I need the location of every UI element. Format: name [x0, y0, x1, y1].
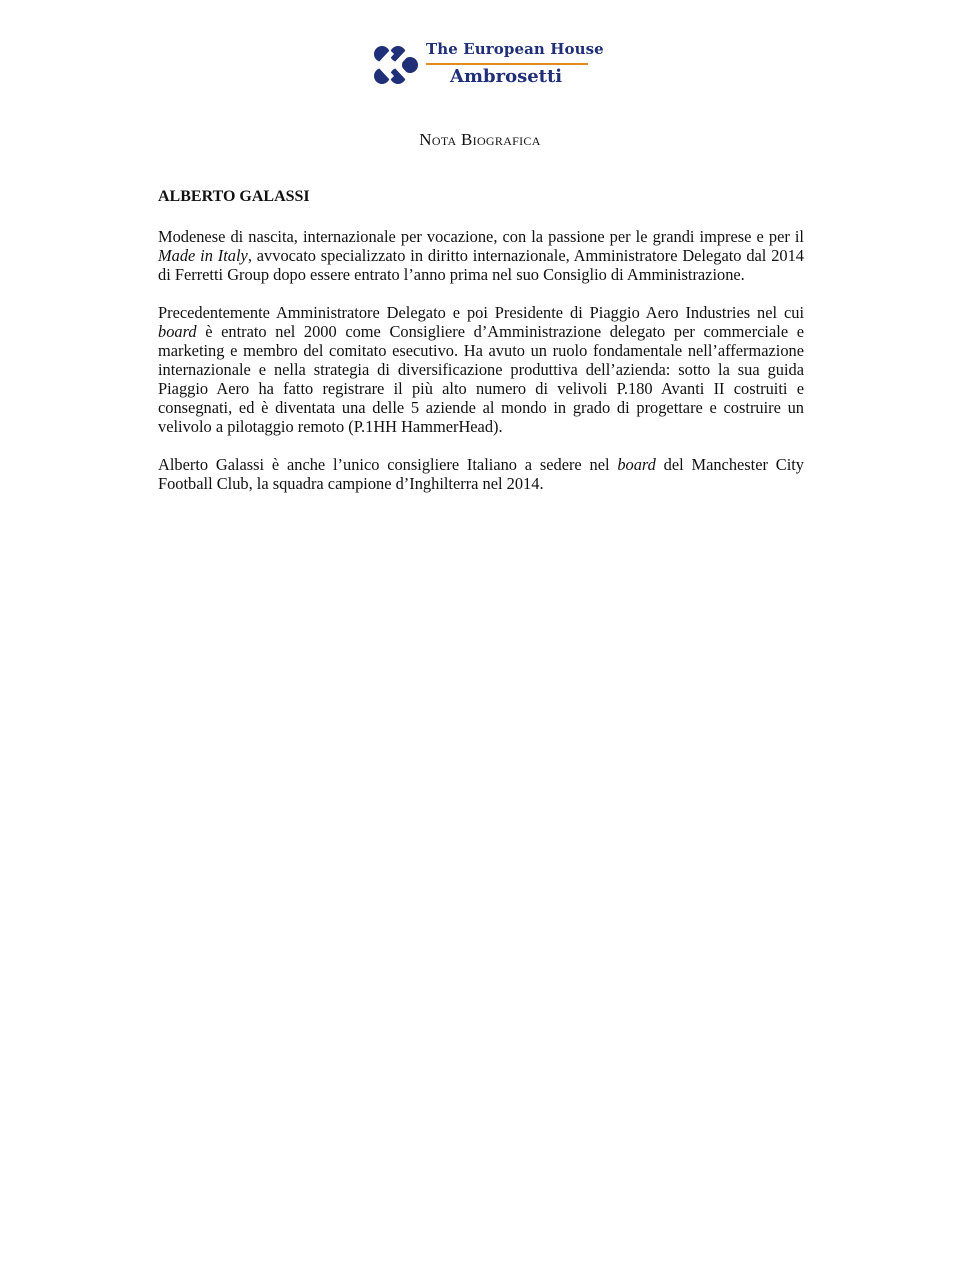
board-emphasis: board	[617, 455, 656, 474]
biography-body	[158, 227, 804, 512]
company-logo	[372, 40, 604, 90]
document-title: Nota Biografica	[419, 130, 541, 149]
logo-text-line2: Ambrosetti	[450, 66, 563, 87]
biography-paragraph-2: Precedentemente Amministratore Delegato e poi Presidente di Piaggio Aero Industries nel cui board è entrato nel 2000 come Consigliere d’Amministrazione delegato per commerciale e marketing e membro del comitato esecutivo. Ha avuto un ruolo fondamentale nell’affermazione internazionale e nella strategia di diversificazione produttiva dell’azienda: sotto la sua guida Piaggio Aero ha fatto registrare il più alto numero di velivoli P.180 Avanti II costruiti e consegnati, ed è diventata una delle 5 aziende al mondo in grado di progettare e costruire un velivolo a pilotaggio remoto (P.1HH HammerHead).	[158, 303, 804, 436]
ambrosetti-logo-icon	[372, 44, 420, 86]
board-emphasis: board	[158, 322, 197, 341]
logo-divider	[426, 63, 588, 65]
biography-paragraph-1: Modenese di nascita, internazionale per vocazione, con la passione per le grandi imprese e per il Made in Italy, avvocato specializzato in diritto internazionale, Amministratore Delegato dal 2014 di Ferretti Group dopo essere entrato l’anno prima nel suo Consiglio di Amministrazione.	[158, 227, 804, 284]
made-in-italy-emphasis: Made in Italy	[158, 246, 248, 265]
biography-paragraph-3: Alberto Galassi è anche l’unico consigliere Italiano a sedere nel board del Manchester City Football Club, la squadra campione d’Inghilterra nel 2014.	[158, 455, 804, 493]
person-name: ALBERTO GALASSI	[158, 188, 310, 205]
logo-text-line1: The European House	[426, 40, 604, 58]
